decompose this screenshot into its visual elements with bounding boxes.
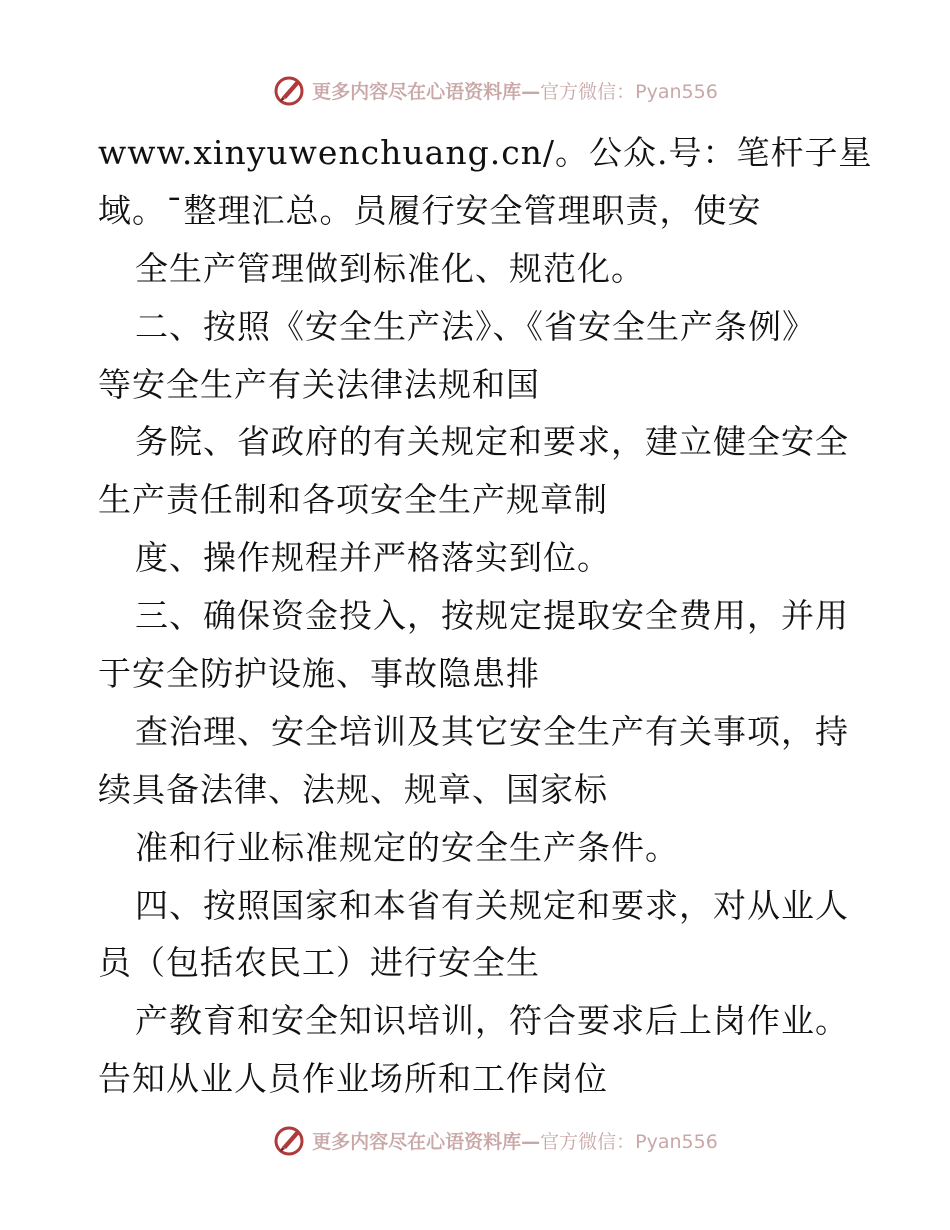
text-line: 生产责任制和各项安全生产规章制 bbox=[98, 480, 608, 520]
text-line: 告知从业人员作业场所和工作岗位 bbox=[98, 1059, 608, 1099]
footer-watermark-text: 更多内容尽在心语资料库—官方微信：Pyan556 bbox=[312, 1130, 718, 1153]
text-line: 准和行业标准规定的安全生产条件。 bbox=[135, 827, 679, 867]
header-watermark-text: 更多内容尽在心语资料库—官方微信：Pyan556 bbox=[312, 80, 718, 103]
text-line: 等安全生产有关法律法规和国 bbox=[98, 364, 540, 404]
header-watermark-inner bbox=[272, 73, 718, 107]
document-body bbox=[98, 124, 873, 1108]
footer-watermark bbox=[0, 1120, 950, 1160]
text-line: 产教育和安全知识培训，符合要求后上岗作业。 bbox=[135, 1001, 849, 1041]
text-line: 务院、省政府的有关规定和要求，建立健全安全 bbox=[135, 422, 849, 462]
pen-logo-icon bbox=[272, 1123, 306, 1157]
text-line: 全生产管理做到标准化、规范化。 bbox=[135, 248, 645, 288]
text-line: 二、按照《安全生产法》、《省安全生产条例》 bbox=[135, 306, 816, 346]
text-line: 三、确保资金投入，按规定提取安全费用，并用 bbox=[135, 596, 849, 636]
text-line: 度、操作规程并严格落实到位。 bbox=[135, 538, 611, 578]
text-line: www.xinyuwenchuang.cn/。公众.号：笔杆子星 bbox=[98, 133, 873, 172]
pen-logo-icon bbox=[272, 73, 306, 107]
text-line: 于安全防护设施、事故隐患排 bbox=[98, 654, 540, 694]
text-line: 四、按照国家和本省有关规定和要求，对从业人 bbox=[135, 885, 849, 925]
text-line: 查治理、安全培训及其它安全生产有关事项，持 bbox=[135, 711, 849, 751]
text-line: 员（包括农民工）进行安全生 bbox=[98, 943, 540, 983]
header-watermark bbox=[0, 70, 950, 110]
text-line: 域。¯整理汇总。员履行安全管理职责，使安 bbox=[98, 190, 762, 230]
text-line: 续具备法律、法规、规章、国家标 bbox=[98, 769, 608, 809]
footer-watermark-inner bbox=[272, 1123, 718, 1157]
